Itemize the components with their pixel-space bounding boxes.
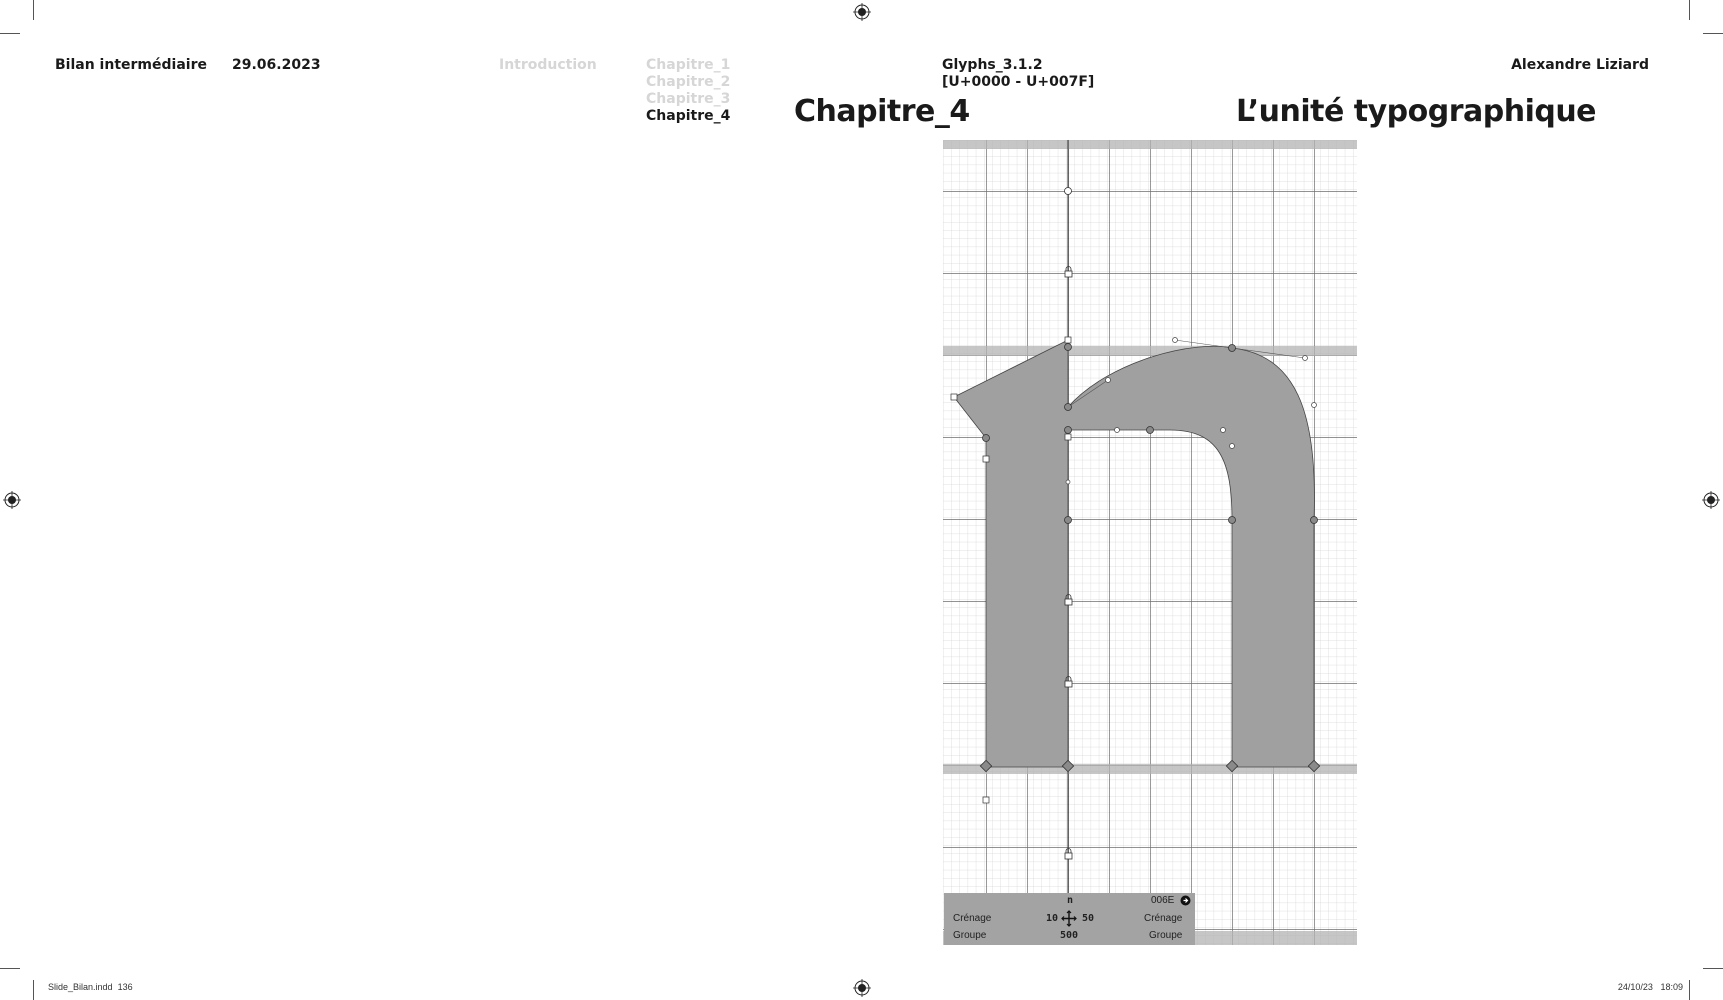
crop-mark — [33, 980, 34, 1000]
chapter-heading: Chapitre_4 — [794, 94, 970, 129]
section-title: L’unité typographique — [1236, 94, 1597, 129]
registration-mark-icon — [1702, 491, 1720, 509]
author-name: Alexandre Liziard — [1511, 57, 1649, 73]
registration-mark-icon — [3, 491, 21, 509]
spacing-cross-icon[interactable] — [1060, 910, 1078, 927]
unicode-value[interactable]: 006E — [1151, 895, 1175, 906]
footer-file-name: Slide_Bilan.indd — [48, 982, 113, 992]
glyph-name: n — [1067, 895, 1074, 906]
nav-chapter-2[interactable]: Chapitre_2 — [646, 74, 731, 90]
nav-chapter-3[interactable]: Chapitre_3 — [646, 91, 731, 107]
kerning-right-value[interactable]: 50 — [1082, 913, 1095, 924]
advance-width-value[interactable]: 500 — [1060, 930, 1079, 941]
crop-mark — [1689, 0, 1690, 20]
software-version: Glyphs_3.1.2 — [942, 57, 1043, 73]
crop-mark — [1689, 980, 1690, 1000]
group-right-label: Groupe — [1149, 930, 1183, 941]
kerning-left-label: Crénage — [953, 913, 992, 924]
chapter-nav — [646, 57, 730, 125]
arrow-circle-icon[interactable] — [1180, 895, 1191, 906]
report-date: 29.06.2023 — [232, 57, 321, 73]
crop-mark — [0, 968, 20, 969]
report-title: Bilan intermédiaire — [55, 57, 207, 73]
footer-date: 24/10/23 — [1617, 982, 1653, 992]
footer-timestamp — [1618, 982, 1683, 992]
footer-time: 18:09 — [1660, 982, 1683, 992]
group-left-label: Groupe — [953, 930, 987, 941]
crop-mark — [1703, 33, 1723, 34]
kerning-left-value[interactable]: 10 — [1046, 913, 1059, 924]
footer-page-number: 136 — [117, 982, 133, 992]
registration-mark-icon — [853, 979, 871, 997]
kerning-right-label: Crénage — [1144, 913, 1183, 924]
nav-chapter-4[interactable]: Chapitre_4 — [646, 108, 731, 124]
crop-mark — [0, 33, 20, 34]
glyph-info-panel — [944, 893, 1195, 945]
crop-mark — [33, 0, 34, 20]
nav-introduction[interactable]: Introduction — [499, 57, 597, 73]
crop-mark — [1703, 968, 1723, 969]
metric-circles — [1065, 188, 1072, 195]
footer-file-info — [48, 982, 133, 992]
nav-chapter-1[interactable]: Chapitre_1 — [646, 57, 731, 73]
glyph-editor-canvas[interactable] — [943, 140, 1357, 945]
unicode-range: [U+0000 - U+007F] — [942, 74, 1095, 90]
registration-mark-icon — [853, 3, 871, 21]
